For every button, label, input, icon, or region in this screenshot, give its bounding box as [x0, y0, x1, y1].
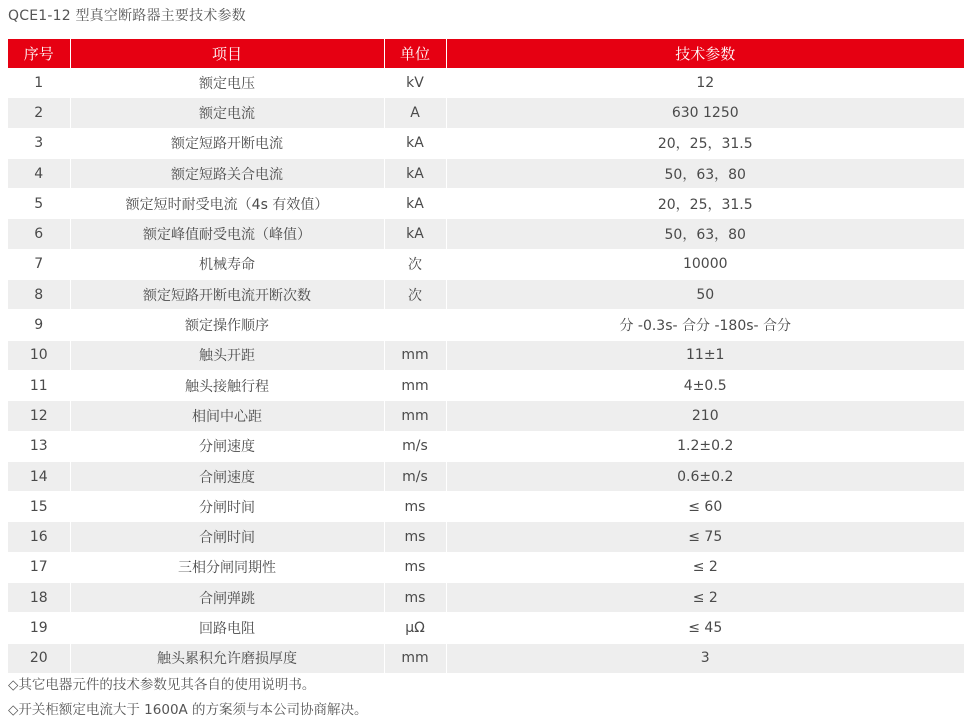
cell-unit: m/s	[384, 431, 446, 461]
table-row	[8, 401, 964, 431]
cell-index: 19	[8, 613, 70, 643]
cell-index: 18	[8, 583, 70, 613]
cell-index: 4	[8, 158, 70, 188]
cell-item: 额定电压	[70, 68, 384, 98]
cell-unit: ms	[384, 552, 446, 582]
cell-value: 20，25，31.5	[446, 189, 964, 219]
cell-item: 分闸时间	[70, 492, 384, 522]
cell-value: 分 -0.3s- 合分 -180s- 合分	[446, 310, 964, 340]
cell-unit: 次	[384, 280, 446, 310]
cell-index: 20	[8, 643, 70, 673]
cell-item: 额定峰值耐受电流（峰值）	[70, 219, 384, 249]
cell-index: 12	[8, 401, 70, 431]
cell-index: 6	[8, 219, 70, 249]
cell-value: ≤ 60	[446, 492, 964, 522]
cell-unit: 次	[384, 249, 446, 279]
cell-value: 1.2±0.2	[446, 431, 964, 461]
table-row	[8, 552, 964, 582]
cell-unit: kA	[384, 219, 446, 249]
cell-index: 14	[8, 461, 70, 491]
cell-index: 16	[8, 522, 70, 552]
table-row	[8, 583, 964, 613]
cell-value: 50，63，80	[446, 158, 964, 188]
cell-item: 触头开距	[70, 340, 384, 370]
table-row	[8, 461, 964, 491]
table-header-row	[8, 39, 964, 68]
cell-unit: kA	[384, 158, 446, 188]
cell-item: 机械寿命	[70, 249, 384, 279]
table-row	[8, 310, 964, 340]
cell-value: 10000	[446, 249, 964, 279]
header-unit: 单位	[384, 39, 446, 68]
table-row	[8, 128, 964, 158]
table-row	[8, 249, 964, 279]
cell-unit: m/s	[384, 461, 446, 491]
cell-unit: mm	[384, 340, 446, 370]
cell-item: 相间中心距	[70, 401, 384, 431]
table-row	[8, 340, 964, 370]
cell-index: 1	[8, 68, 70, 98]
cell-index: 8	[8, 280, 70, 310]
cell-unit: kA	[384, 189, 446, 219]
cell-value: 630 1250	[446, 98, 964, 128]
table-row	[8, 280, 964, 310]
cell-unit: ms	[384, 522, 446, 552]
cell-value: 3	[446, 643, 964, 673]
cell-item: 触头累积允许磨损厚度	[70, 643, 384, 673]
cell-index: 13	[8, 431, 70, 461]
cell-item: 回路电阻	[70, 613, 384, 643]
spec-table	[8, 39, 964, 674]
cell-unit: mm	[384, 643, 446, 673]
cell-item: 合闸弹跳	[70, 583, 384, 613]
note-line: ◇开关柜额定电流大于 1600A 的方案须与本公司协商解决。	[8, 702, 368, 718]
header-index: 序号	[8, 39, 70, 68]
table-row	[8, 613, 964, 643]
cell-item: 额定短路开断电流开断次数	[70, 280, 384, 310]
cell-item: 分闸速度	[70, 431, 384, 461]
cell-index: 2	[8, 98, 70, 128]
cell-item: 合闸速度	[70, 461, 384, 491]
cell-value: ≤ 2	[446, 583, 964, 613]
note-line: ◇其它电器元件的技术参数见其各自的使用说明书。	[8, 677, 316, 693]
table-row	[8, 189, 964, 219]
cell-unit: A	[384, 98, 446, 128]
cell-index: 7	[8, 249, 70, 279]
cell-value: 210	[446, 401, 964, 431]
cell-item: 合闸时间	[70, 522, 384, 552]
table-row	[8, 158, 964, 188]
cell-item: 三相分闸同期性	[70, 552, 384, 582]
cell-item: 额定操作顺序	[70, 310, 384, 340]
cell-value: 50，63，80	[446, 219, 964, 249]
cell-unit: ms	[384, 583, 446, 613]
table-row	[8, 68, 964, 98]
cell-index: 3	[8, 128, 70, 158]
cell-index: 10	[8, 340, 70, 370]
table-row	[8, 431, 964, 461]
cell-value: ≤ 45	[446, 613, 964, 643]
table-row	[8, 492, 964, 522]
cell-index: 5	[8, 189, 70, 219]
table-row	[8, 522, 964, 552]
cell-unit: mm	[384, 370, 446, 400]
cell-value: 50	[446, 280, 964, 310]
cell-index: 15	[8, 492, 70, 522]
cell-index: 11	[8, 370, 70, 400]
table-row	[8, 370, 964, 400]
table-row	[8, 98, 964, 128]
cell-item: 额定短路关合电流	[70, 158, 384, 188]
cell-unit	[384, 310, 446, 340]
cell-index: 9	[8, 310, 70, 340]
cell-unit: kV	[384, 68, 446, 98]
cell-value: 12	[446, 68, 964, 98]
cell-value: ≤ 75	[446, 522, 964, 552]
cell-item: 触头接触行程	[70, 370, 384, 400]
cell-index: 17	[8, 552, 70, 582]
cell-value: 11±1	[446, 340, 964, 370]
cell-unit: ms	[384, 492, 446, 522]
cell-value: 0.6±0.2	[446, 461, 964, 491]
cell-item: 额定短路开断电流	[70, 128, 384, 158]
page-title: QCE1-12 型真空断路器主要技术参数	[8, 8, 246, 24]
cell-unit: μΩ	[384, 613, 446, 643]
header-value: 技术参数	[446, 39, 964, 68]
cell-value: ≤ 2	[446, 552, 964, 582]
cell-item: 额定短时耐受电流（4s 有效值）	[70, 189, 384, 219]
cell-value: 4±0.5	[446, 370, 964, 400]
table-row	[8, 643, 964, 673]
table-row	[8, 219, 964, 249]
cell-value: 20，25，31.5	[446, 128, 964, 158]
cell-item: 额定电流	[70, 98, 384, 128]
cell-unit: mm	[384, 401, 446, 431]
notes	[8, 673, 368, 723]
header-item: 项目	[70, 39, 384, 68]
cell-unit: kA	[384, 128, 446, 158]
